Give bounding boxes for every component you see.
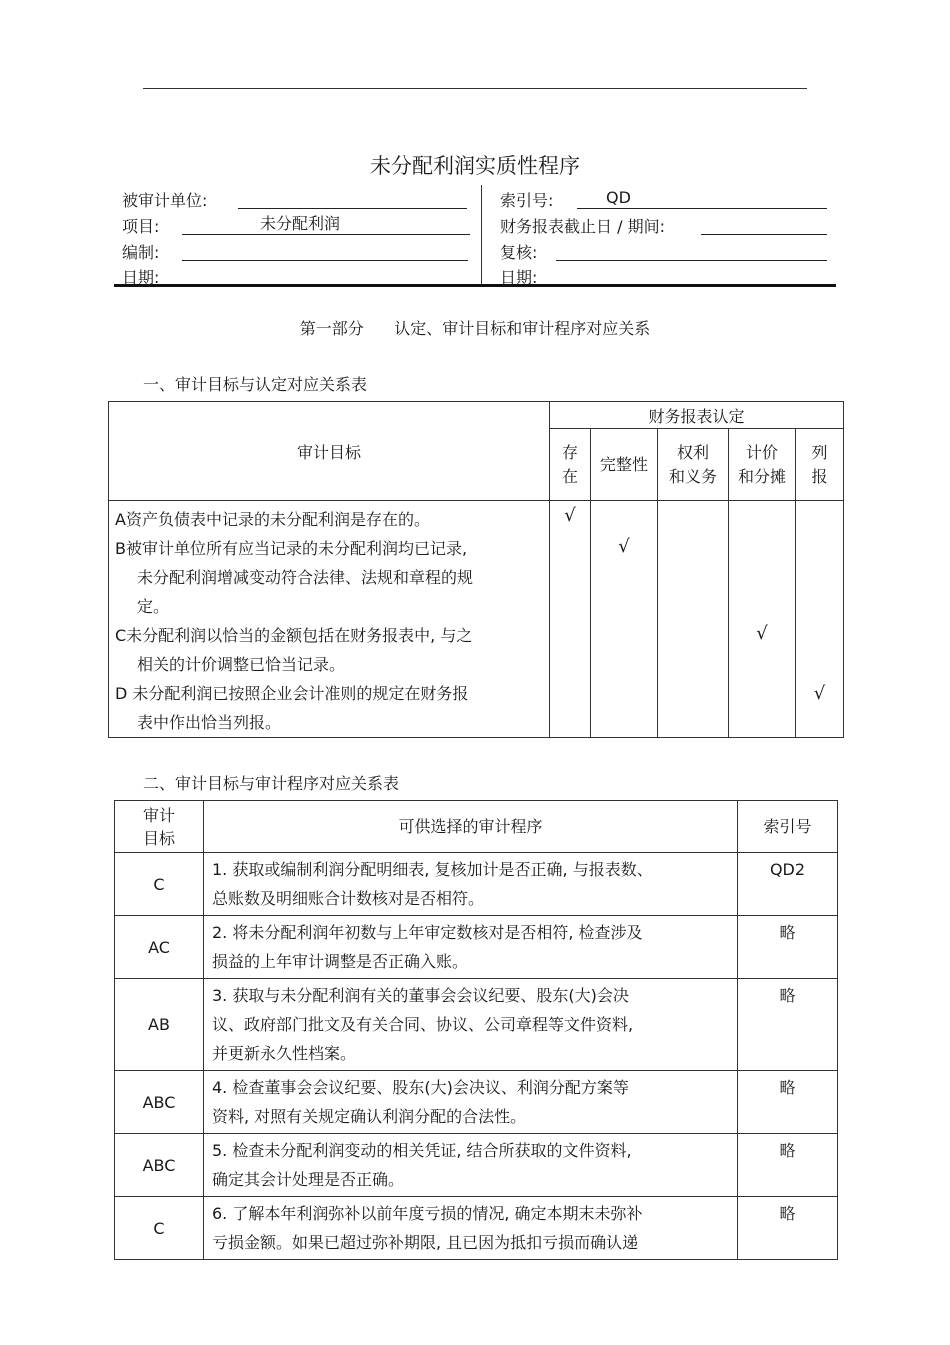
rights-column [658, 501, 729, 738]
procedure-line: 确定其会计处理是否正确。 [212, 1170, 405, 1189]
header-index: 索引号 [738, 801, 838, 853]
assertion-line-1: 列 [811, 442, 828, 462]
period-label: 财务报表截止日 / 期间: [500, 217, 665, 236]
procedure-line: 2. 将未分配利润年初数与上年审定数核对是否相符, 检查涉及 [212, 923, 643, 942]
check-mark-d: √ [813, 683, 826, 704]
row-target: AC [115, 916, 204, 979]
procedure-line: 资料, 对照有关规定确认利润分配的合法性。 [212, 1107, 527, 1126]
procedure-line: 5. 检查未分配利润变动的相关凭证, 结合所获取的文件资料, [212, 1141, 632, 1160]
row-index: QD2 [738, 853, 838, 916]
reviewer-label: 复核: [500, 243, 538, 262]
table-row [115, 1071, 838, 1134]
part1-title: 第一部分 认定、审计目标和审计程序对应关系 [299, 319, 651, 338]
header-target-line-2: 目标 [142, 828, 175, 848]
row-index: 略 [738, 1134, 838, 1197]
assertion-line-2: 和义务 [668, 466, 717, 486]
target-b-line: B被审计单位所有应当记录的未分配利润均已记录, [115, 539, 468, 558]
reviewer-field[interactable] [556, 240, 827, 261]
target-b-line: 定。 [137, 597, 170, 616]
index-label: 索引号: [500, 191, 554, 210]
row-index: 略 [738, 916, 838, 979]
row-procedure [204, 853, 738, 916]
index-value: QD [606, 188, 631, 207]
auditee-label: 被审计单位: [122, 191, 208, 210]
assertion-line-1: 计价 [745, 442, 778, 462]
date-field[interactable] [182, 265, 468, 286]
procedure-line: 亏损金额。如果已超过弥补期限, 且已因为抵扣亏损而确认递 [212, 1233, 639, 1252]
row-index: 略 [738, 1197, 838, 1260]
assertion-line-2: 和分摊 [737, 466, 786, 486]
assertion-line-2: 报 [811, 466, 828, 486]
date2-label: 日期: [500, 268, 538, 287]
row-target: C [115, 1197, 204, 1260]
section2-title: 二、审计目标与审计程序对应关系表 [143, 774, 400, 793]
assertion-line-2: 在 [561, 466, 578, 486]
row-index: 略 [738, 1071, 838, 1134]
row-target: ABC [115, 1134, 204, 1197]
header-target [115, 801, 204, 853]
target-d-line: 表中作出恰当列报。 [137, 713, 282, 732]
row-procedure [204, 979, 738, 1071]
presentation-column [796, 501, 844, 738]
procedure-line: 损益的上年审计调整是否正确入账。 [212, 952, 469, 971]
assertion-table [108, 401, 844, 738]
preparer-label: 编制: [122, 243, 160, 262]
header-assertions-group: 财务报表认定 [550, 402, 844, 429]
target-b-line: 未分配利润增减变动符合法律、法规和章程的规 [137, 568, 474, 587]
check-mark-a: √ [564, 505, 576, 526]
check-mark-c: √ [756, 623, 768, 644]
check-mark-b: √ [618, 536, 630, 557]
row-index: 略 [738, 979, 838, 1071]
section1-title: 一、审计目标与认定对应关系表 [143, 375, 368, 394]
row-procedure [204, 916, 738, 979]
date2-field[interactable] [556, 265, 827, 286]
table-row [115, 979, 838, 1071]
header-target-line-1: 审计 [142, 805, 175, 825]
header-procedure: 可供选择的审计程序 [204, 801, 738, 853]
auditee-field[interactable] [238, 188, 467, 209]
top-rule [143, 88, 807, 89]
preparer-field[interactable] [182, 240, 468, 261]
project-label: 项目: [122, 217, 160, 236]
date-label: 日期: [122, 268, 160, 287]
assertion-line-1: 存 [561, 442, 578, 462]
procedure-line: 1. 获取或编制利润分配明细表, 复核加计是否正确, 与报表数、 [212, 860, 653, 879]
procedure-line: 议、政府部门批文及有关合同、协议、公司章程等文件资料, [212, 1015, 634, 1034]
target-c-line: 相关的计价调整已恰当记录。 [137, 655, 346, 674]
valuation-column [729, 501, 796, 738]
procedure-table [114, 800, 838, 1260]
existence-column [550, 501, 591, 738]
table-row [115, 916, 838, 979]
completeness-column [591, 501, 658, 738]
project-value: 未分配利润 [260, 214, 341, 233]
row-target: C [115, 853, 204, 916]
index-field[interactable] [577, 188, 827, 209]
row-target: ABC [115, 1071, 204, 1134]
procedure-line: 总账数及明细账合计数核对是否相符。 [212, 889, 485, 908]
row-procedure [204, 1134, 738, 1197]
header-assertion-rights [658, 429, 729, 501]
header-audit-target: 审计目标 [109, 402, 550, 501]
table-row [115, 1134, 838, 1197]
procedure-line: 并更新永久性档案。 [212, 1044, 357, 1063]
header-assertion-presentation [796, 429, 844, 501]
table-row [115, 853, 838, 916]
target-c-line: C未分配利润以恰当的金额包括在财务报表中, 与之 [115, 626, 473, 645]
document-title: 未分配利润实质性程序 [370, 154, 580, 178]
procedure-line: 4. 检查董事会会议纪要、股东(大)会决议、利润分配方案等 [212, 1078, 629, 1097]
procedure-line: 6. 了解本年利润弥补以前年度亏损的情况, 确定本期末未弥补 [212, 1204, 643, 1223]
targets-cell [109, 501, 550, 738]
header-assertion-existence [550, 429, 591, 501]
procedure-line: 3. 获取与未分配利润有关的董事会会议纪要、股东(大)会决 [212, 986, 629, 1005]
table-row [115, 1197, 838, 1260]
assertion-line-1: 完整性 [599, 454, 648, 474]
header-assertion-valuation [729, 429, 796, 501]
assertion-line-1: 权利 [676, 442, 709, 462]
project-field[interactable] [182, 214, 470, 235]
period-field[interactable] [701, 214, 827, 235]
header-divider [481, 185, 482, 285]
target-a-line: A资产负债表中记录的未分配利润是存在的。 [115, 510, 430, 529]
header-assertion-completeness [591, 429, 658, 501]
row-procedure [204, 1071, 738, 1134]
row-target: AB [115, 979, 204, 1071]
row-procedure [204, 1197, 738, 1260]
header-bottom-rule [114, 284, 836, 287]
target-d-line: D 未分配利润已按照企业会计准则的规定在财务报 [115, 684, 469, 703]
